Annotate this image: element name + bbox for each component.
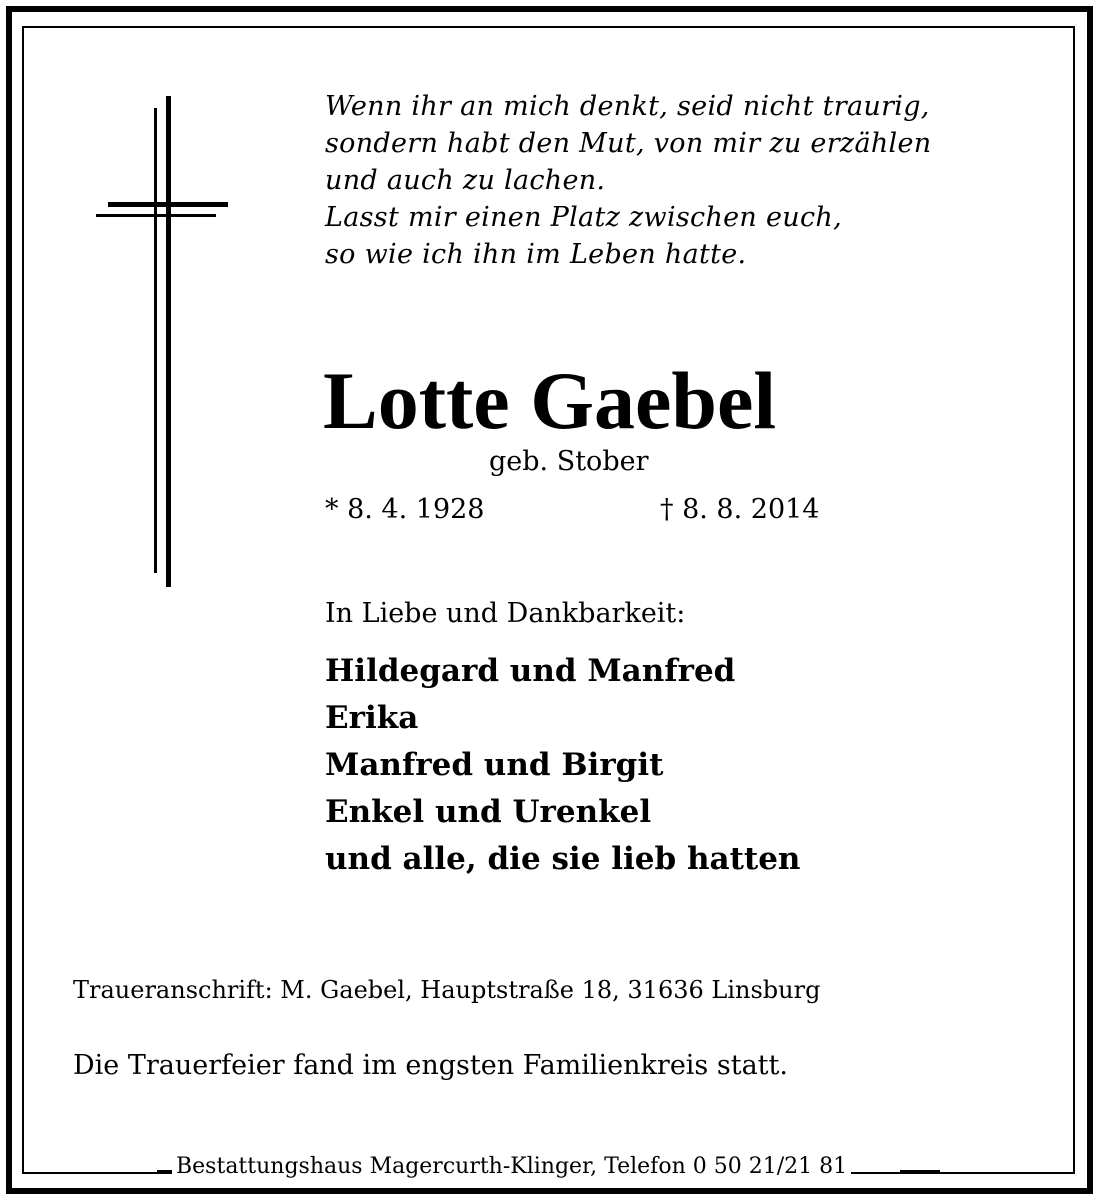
mourner-entry: Enkel und Urenkel [325, 794, 652, 830]
birth-date: * 8. 4. 1928 [325, 494, 485, 525]
poem-line: so wie ich ihn im Leben hatte. [325, 239, 747, 270]
mourner-entry: Manfred und Birgit [325, 747, 664, 783]
poem-line: Lasst mir einen Platz zwischen euch, [325, 202, 842, 233]
mourning-address: Traueranschrift: M. Gaebel, Hauptstraße 18, 31636 Linsburg [73, 976, 821, 1004]
deceased-name: Lotte Gaebel [323, 355, 777, 446]
mourner-entry: Hildegard und Manfred [325, 653, 736, 689]
poem-line: und auch zu lachen. [325, 165, 606, 196]
footer-rule-right [900, 1170, 940, 1172]
ceremony-note: Die Trauerfeier fand im engsten Familienkreis statt. [73, 1050, 788, 1081]
poem-line: sondern habt den Mut, von mir zu erzählen [325, 128, 932, 159]
mourners-list [325, 648, 800, 883]
poem [325, 88, 931, 273]
funeral-home-footer: Bestattungshaus Magercurth-Klinger, Telefon 0 50 21/21 81 [172, 1152, 851, 1182]
poem-line: Wenn ihr an mich denkt, seid nicht traurig, [325, 91, 930, 122]
mourner-entry: und alle, die sie lieb hatten [325, 841, 801, 877]
death-date: † 8. 8. 2014 [660, 494, 820, 525]
mourner-entry: Erika [325, 700, 419, 736]
maiden-name: geb. Stober [489, 446, 649, 477]
mourners-intro: In Liebe und Dankbarkeit: [325, 598, 686, 629]
